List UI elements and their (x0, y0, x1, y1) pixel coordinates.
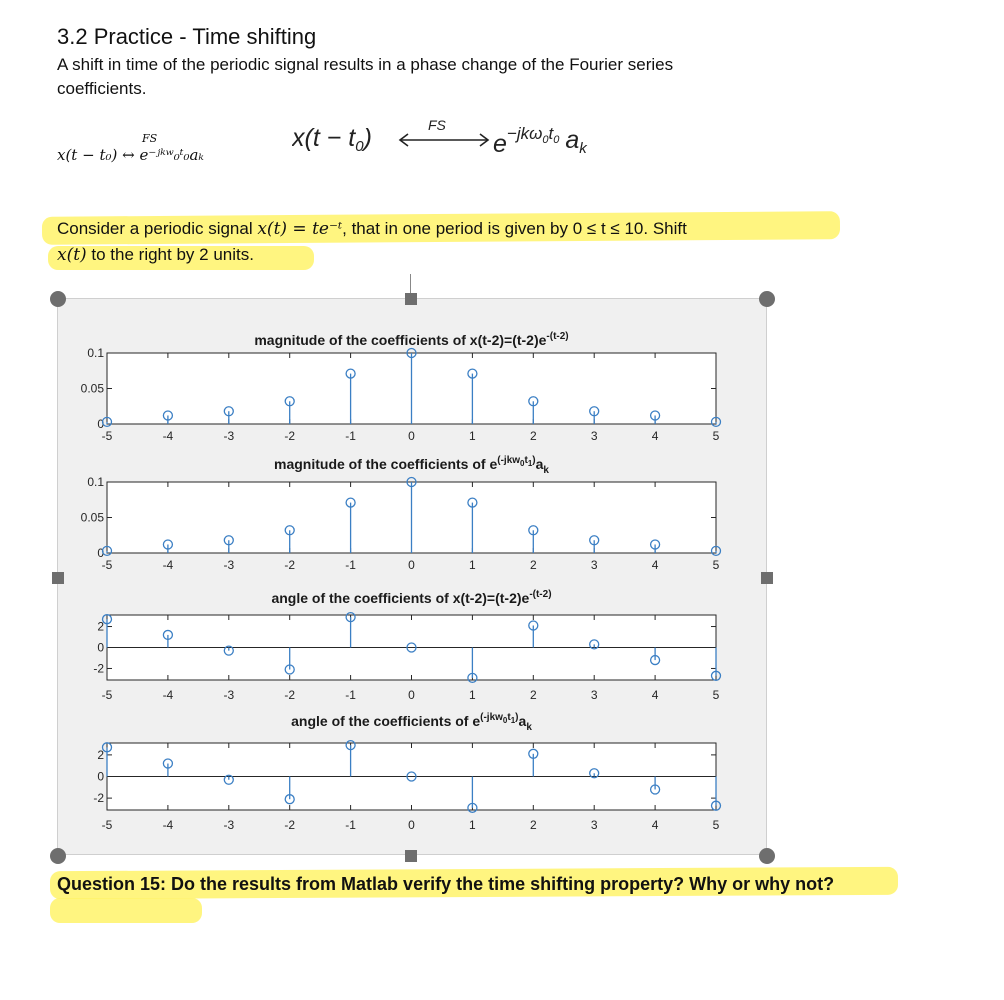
subplot-2-xtick-label: 5 (712, 558, 720, 572)
subplot-4-xtick-label: -3 (223, 818, 235, 832)
subplot-2-xtick-label: -4 (162, 558, 174, 572)
subplot-2-xtick-label: -1 (345, 558, 356, 572)
subplot-1-xtick-label: 4 (651, 429, 659, 443)
formula-inline-fs-label: FS (142, 132, 158, 145)
subplot-3-title: angle of the coefficients of $x(t-2)=(t-2)e^{-(t-2)}$ (271, 589, 552, 606)
subplot-4-ytick-label: 2 (97, 747, 104, 762)
subplot-3-xtick-label: 2 (529, 688, 537, 702)
subplot-3-xtick-label: -2 (284, 688, 296, 702)
subplot-4-xtick-label: 0 (408, 818, 415, 832)
subplot-2-xtick-label: -2 (284, 558, 296, 572)
subplot-3-xtick-label: 3 (590, 688, 598, 702)
subplot-2-xtick-label: 3 (590, 558, 598, 572)
subplot-1-xtick-label: -3 (223, 429, 235, 443)
formula-lhs: x(t − t (292, 124, 356, 152)
subplot-4-xtick-label: -4 (162, 818, 174, 832)
formula-rhs-base: e (493, 130, 507, 158)
subplot-1-xtick-label: -2 (284, 429, 296, 443)
section-title: 3.2 Practice - Time shifting (57, 24, 317, 49)
subplot-3-xtick-label: -4 (162, 688, 174, 702)
problem-text-a: Consider a periodic signal (57, 219, 258, 238)
formula-rhs-exp-t: t (548, 124, 554, 143)
subplot-4-xtick-label: -2 (284, 818, 296, 832)
subplot-4-xtick-label: 2 (529, 818, 537, 832)
formula-lhs-close: ) (363, 124, 372, 152)
subplot-2-xtick-label: 1 (469, 558, 476, 572)
subplot-3-xtick-label: 4 (651, 688, 659, 702)
subplot-4-xtick-label: -5 (101, 818, 113, 832)
question-15: Question 15: Do the results from Matlab verify the time shifting property? Why or why not? (57, 874, 835, 894)
subplot-2-xtick-label: -3 (223, 558, 235, 572)
problem-text-c: to the right by 2 units. (86, 245, 254, 264)
subplot-1-xtick-label: 2 (529, 429, 537, 443)
subplot-1-xtick-label: -5 (101, 429, 113, 443)
subplot-1-xtick-label: 5 (712, 429, 720, 443)
subplot-1-xtick-label: 0 (408, 429, 415, 443)
subplot-3-xtick-label: -3 (223, 688, 235, 702)
formula-lhs-sub: 0 (355, 138, 364, 155)
intro-line-1: A shift in time of the periodic signal results in a phase change of the Fourier series (57, 55, 674, 74)
subplot-1-xtick-label: 3 (590, 429, 598, 443)
subplot-1-xtick-label: 1 (469, 429, 476, 443)
intro-line-2: coefficients. (57, 79, 147, 98)
subplot-3-xtick-label: 5 (712, 688, 720, 702)
subplot-1-xtick-label: -4 (162, 429, 174, 443)
problem-text-b: , that in one period is given by 0 ≤ t ≤ 10. Shift (342, 219, 687, 238)
subplot-4-ytick-label: -2 (93, 791, 104, 806)
subplot-2-ytick-label: 0 (97, 546, 104, 560)
subplot-2-ytick-label: 0.05 (80, 510, 104, 525)
formula-rhs-a: a (565, 126, 580, 154)
subplot-3-ytick-label: 0 (97, 640, 104, 655)
subplot-3-ytick-label: -2 (93, 661, 104, 676)
subplot-1-ytick-label: 0.1 (87, 346, 104, 360)
formula-inline-expression: x(t − t₀) ↔ e⁻ʲᵏʷ₀ᵗ₀aₖ (57, 146, 204, 164)
subplot-4-xtick-label: 4 (651, 818, 659, 832)
subplot-3-xtick-label: 0 (408, 688, 415, 702)
subplot-2-title: magnitude of the coefficients of $e^{(-jkw}_0^t_1^)a_k$ (274, 455, 549, 476)
formula-fs-label: FS (428, 117, 446, 133)
subplot-1-ytick-label: 0.05 (80, 381, 104, 396)
subplot-4-xtick-label: -1 (345, 818, 356, 832)
highlight-question-2 (50, 898, 202, 923)
formula-rhs-exp-sub: 0 (542, 134, 549, 146)
formula-rhs-exp-t-sub: 0 (553, 134, 560, 146)
subplot-3-xtick-label: 1 (469, 688, 476, 702)
problem-math-x: x(t) (57, 245, 87, 265)
subplot-1-ytick-label: 0 (97, 417, 104, 431)
subplot-2-ytick-label: 0.1 (87, 475, 104, 489)
subplot-4-xtick-label: 1 (469, 818, 476, 832)
subplot-4-title: angle of the coefficients of $e^{(-jkw}_0^t_1^)a_k$ (291, 712, 532, 733)
subplot-1-title: magnitude of the coefficients of $x(t-2)=(t-2)e^{-(t-2)}$ (254, 331, 569, 348)
subplot-2-xtick-label: 4 (651, 558, 659, 572)
subplot-2-xtick-label: 0 (408, 558, 415, 572)
subplot-2-xtick-label: -5 (101, 558, 113, 572)
subplot-3-ytick-label: 2 (97, 619, 104, 634)
formula-rhs-a-sub: k (579, 140, 587, 157)
subplot-4-xtick-label: 5 (712, 818, 720, 832)
subplot-2-xtick-label: 2 (529, 558, 537, 572)
subplot-4-xtick-label: 3 (590, 818, 598, 832)
subplot-3-xtick-label: -1 (345, 688, 356, 702)
subplot-1-xtick-label: -1 (345, 429, 356, 443)
problem-math-signal: x(t) = te⁻ᵗ (257, 219, 343, 239)
subplot-3-xtick-label: -5 (101, 688, 113, 702)
formula-rhs-exp: −jkω (506, 124, 543, 143)
subplot-4-ytick-label: 0 (97, 769, 104, 784)
